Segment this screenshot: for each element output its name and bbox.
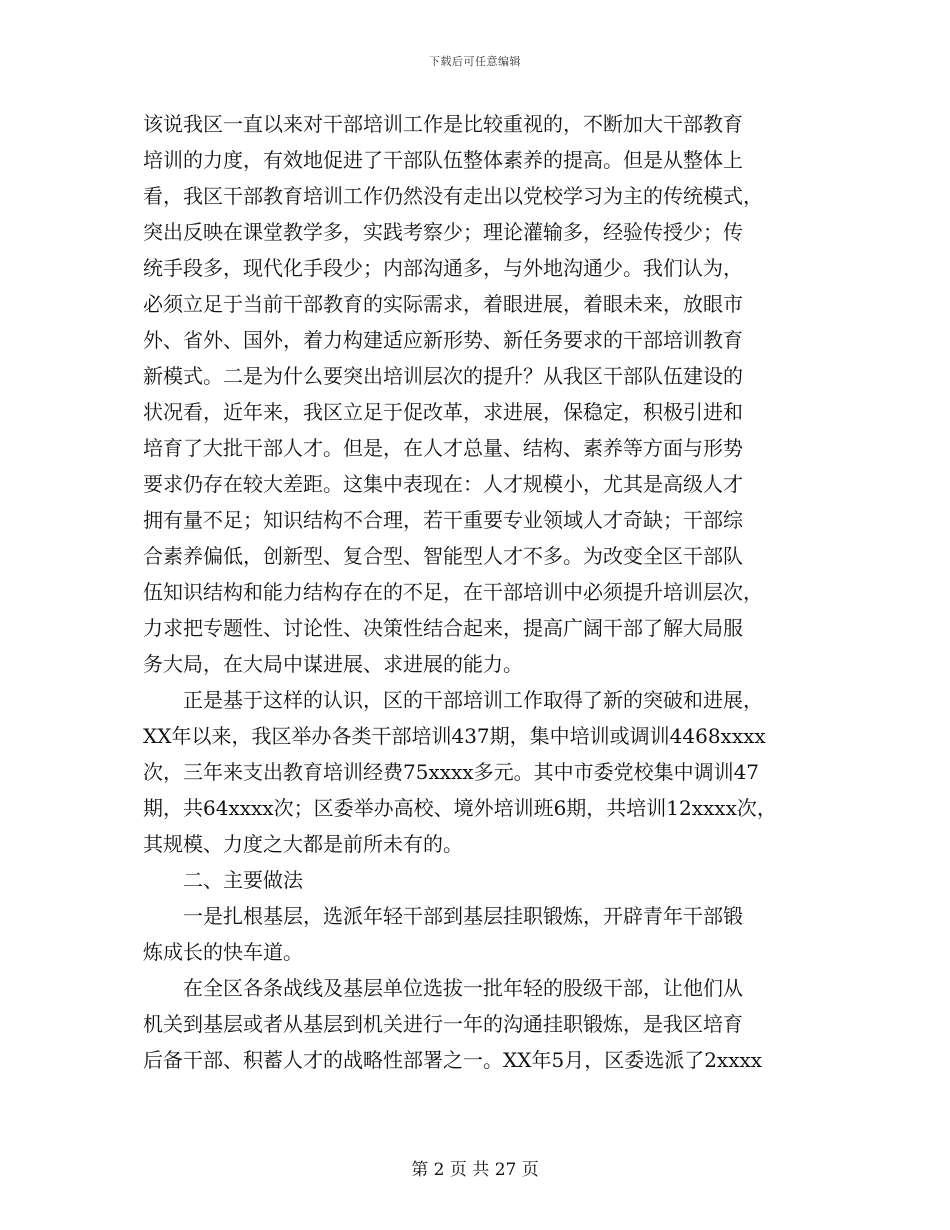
body-line: 务大局，在大局中谋进展、求进展的能力。 [143,652,523,676]
body-line: 状况看，近年来，我区立足于促改革，求进展，保稳定，积极引进和 [143,400,743,424]
body-line: 力求把专题性、讨论性、决策性结合起来，提高广阔干部了解大局服 [143,616,743,640]
page-number: 第 2 页 共 27 页 [411,1160,539,1180]
body-line: 该说我区一直以来对干部培训工作是比较重视的，不断加大干部教育 [143,112,743,136]
document-body [143,106,819,1078]
body-line: 后备干部、积蓄人才的战略性部署之一。XX年5月，区委选派了2xxxx [143,1048,763,1072]
body-line: 看，我区干部教育培训工作仍然没有走出以党校学习为主的传统模式， [143,184,763,208]
body-line: 统手段多，现代化手段少；内部沟通多，与外地沟通少。我们认为， [143,256,743,280]
body-line: 外、省外、国外，着力构建适应新形势、新任务要求的干部培训教育 [143,328,743,352]
body-line: 在全区各条战线及基层单位选拔一批年轻的股级干部，让他们从 [143,976,743,1000]
body-line: 正是基于这样的认识，区的干部培训工作取得了新的突破和进展， [143,688,763,712]
body-line: 突出反映在课堂教学多，实践考察少；理论灌输多，经验传授少；传 [143,220,743,244]
body-line: 培训的力度，有效地促进了干部队伍整体素养的提高。但是从整体上 [143,148,743,172]
body-line: 炼成长的快车道。 [143,940,303,964]
section-heading: 二、主要做法 [143,868,303,892]
page-header-note: 下载后可任意编辑 [429,55,521,68]
body-line: 机关到基层或者从基层到机关进行一年的沟通挂职锻炼，是我区培育 [143,1012,743,1036]
body-line: 期，共64xxxx次；区委举办高校、境外培训班6期，共培训12xxxx次， [143,796,777,820]
body-line: 一是扎根基层，选派年轻干部到基层挂职锻炼，开辟青年干部锻 [143,904,743,928]
body-line: 次，三年来支出教育培训经费75xxxx多元。其中市委党校集中调训47 [143,760,760,784]
body-line: 要求仍存在较大差距。这集中表现在：人才规模小，尤其是高级人才 [143,472,743,496]
body-line: 合素养偏低，创新型、复合型、智能型人才不多。为改变全区干部队 [143,544,743,568]
body-line: XX年以来，我区举办各类干部培训437期，集中培训或调训4468xxxx [143,724,766,748]
body-line: 其规模、力度之大都是前所未有的。 [143,832,463,856]
body-line: 必须立足于当前干部教育的实际需求，着眼进展，着眼未来，放眼市 [143,292,743,316]
body-line: 培育了大批干部人才。但是，在人才总量、结构、素养等方面与形势 [143,436,743,460]
body-line: 新模式。二是为什么要突出培训层次的提升？从我区干部队伍建设的 [143,364,743,388]
body-line: 拥有量不足；知识结构不合理，若干重要专业领域人才奇缺；干部综 [143,508,743,532]
body-line: 伍知识结构和能力结构存在的不足，在干部培训中必须提升培训层次， [143,580,763,604]
